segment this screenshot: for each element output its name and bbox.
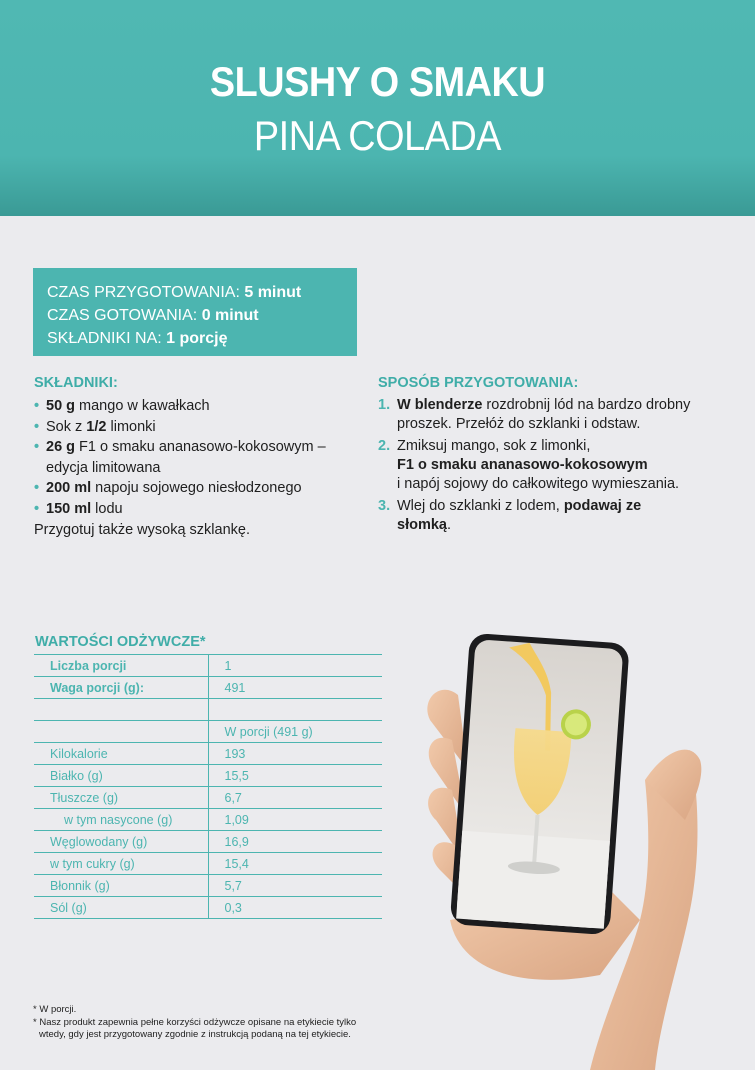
- nutrition-label: Błonnik (g): [34, 875, 208, 897]
- method-step: 3. Wlej do szklanki z lodem, podawaj ze słomką.: [378, 498, 642, 533]
- nutrition-table: [34, 654, 382, 919]
- nutrition-value: 1: [208, 655, 382, 677]
- ingredients-title: SKŁADNIKI:: [34, 375, 118, 391]
- footnotes: [33, 1004, 356, 1042]
- nutrition-value: 15,4: [208, 853, 382, 875]
- cook-time-label: CZAS GOTOWANIA:: [47, 307, 198, 324]
- nutrition-value: 1,09: [208, 809, 382, 831]
- nutrition-label: Liczba porcji: [34, 655, 208, 677]
- prep-time-label: CZAS PRZYGOTOWANIA:: [47, 284, 240, 301]
- nutrition-label: Kilokalorie: [34, 743, 208, 765]
- method-steps: [378, 396, 728, 538]
- nutrition-row: [34, 699, 382, 721]
- nutrition-label: Tłuszcze (g): [34, 787, 208, 809]
- nutrition-value: W porcji (491 g): [208, 721, 382, 743]
- ingredient-item: • Sok z 1/2 limonki: [34, 417, 364, 438]
- nutrition-label: Białko (g): [34, 765, 208, 787]
- nutrition-value: 491: [208, 677, 382, 699]
- page-title: SLUSHY O SMAKU: [209, 58, 546, 105]
- nutrition-row: [34, 765, 382, 787]
- nutrition-label: Węglowodany (g): [34, 831, 208, 853]
- ingredient-item: • 50 g mango w kawałkach: [34, 396, 364, 417]
- nutrition-row: [34, 743, 382, 765]
- ingredients-list: [34, 396, 364, 519]
- nutrition-label: Waga porcji (g):: [34, 677, 208, 699]
- ingredients-note: Przygotuj także wysoką szklankę.: [34, 522, 250, 538]
- cook-time: [47, 304, 357, 327]
- nutrition-row: [34, 831, 382, 853]
- nutrition-row: [34, 809, 382, 831]
- nutrition-label: [34, 699, 208, 721]
- nutrition-label: w tym cukry (g): [34, 853, 208, 875]
- ingredient-item: • 200 ml napoju sojowego niesłodzonego: [34, 478, 364, 499]
- nutrition-value: 6,7: [208, 787, 382, 809]
- nutrition-row: [34, 721, 382, 743]
- cook-time-value: 0 minut: [201, 307, 259, 324]
- nutrition-row: [34, 897, 382, 919]
- page-subtitle: PINA COLADA: [253, 112, 502, 159]
- nutrition-label: Sól (g): [34, 897, 208, 919]
- time-info-box: [33, 268, 357, 356]
- nutrition-value: 16,9: [208, 831, 382, 853]
- step-number: 1.: [378, 397, 391, 413]
- footnote-2-cont: wtedy, gdy jest przygotowany zgodnie z instrukcją podaną na tej etykiecie.: [39, 1029, 351, 1040]
- step-number: 2.: [378, 438, 391, 454]
- nutrition-title: WARTOŚCI ODŻYWCZE*: [35, 634, 206, 650]
- nutrition-row: [34, 875, 382, 897]
- prep-time: [47, 281, 357, 304]
- nutrition-row: [34, 853, 382, 875]
- nutrition-value: 15,5: [208, 765, 382, 787]
- footnote-1: * W porcji.: [33, 1004, 77, 1015]
- step-number: 3.: [378, 498, 391, 514]
- ingredient-item: • 26 g F1 o smaku ananasowo-kokosowym – edycja limitowana: [34, 437, 364, 478]
- footnote-2: * Nasz produkt zapewnia pełne korzyści odżywcze opisane na etykiecie tylko: [33, 1016, 357, 1028]
- method-step: 2. Zmiksuj mango, sok z limonki, F1 o smaku ananasowo-kokosowym i napój sojowy do całkowitego wymieszania.: [378, 438, 680, 492]
- servings: [47, 327, 357, 350]
- nutrition-label: [34, 721, 208, 743]
- ingredient-item: • 150 ml lodu: [34, 499, 364, 520]
- nutrition-value: [208, 699, 382, 721]
- nutrition-value: 5,7: [208, 875, 382, 897]
- nutrition-row: [34, 655, 382, 677]
- header-banner: [0, 0, 755, 216]
- nutrition-value: 0,3: [208, 897, 382, 919]
- hand-holding-phone-photo: [400, 600, 755, 1070]
- method-step: 1. W blenderze rozdrobnij lód na bardzo drobny proszek. Przełóż do szklanki i odstaw.: [378, 397, 691, 432]
- servings-label: SKŁADNIKI NA:: [47, 330, 162, 347]
- servings-value: 1 porcję: [166, 330, 228, 347]
- method-title: SPOSÓB PRZYGOTOWANIA:: [378, 375, 579, 391]
- prep-time-value: 5 minut: [244, 284, 302, 301]
- nutrition-value: 193: [208, 743, 382, 765]
- nutrition-row: [34, 787, 382, 809]
- nutrition-label: w tym nasycone (g): [34, 809, 208, 831]
- nutrition-row: [34, 677, 382, 699]
